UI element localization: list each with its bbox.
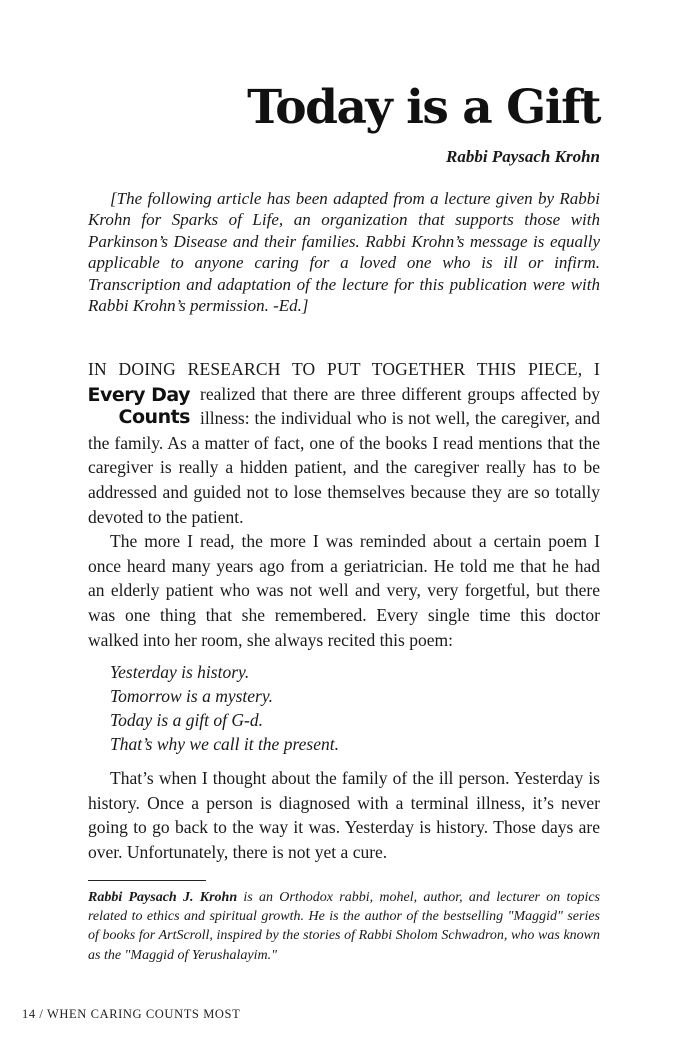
editor-note: [The following article has been adapted from a lecture given by Rabbi Krohn for Sparks of Life, an organization that supports those with Parkinson’s Disease and their families. Rabbi Krohn’s message is equally applicable to anyone caring for a loved one who is ill or infirm. Transcription and adaptation of the lecture for this publication were with Rabbi Krohn’s permission. -Ed.] (88, 189, 600, 316)
footnote-divider (88, 880, 206, 881)
page-number: 14 (22, 1007, 36, 1021)
author-bio (88, 888, 600, 965)
paragraph-3: That’s when I thought about the family of the ill person. Yesterday is history. Once a person is diagnosed with a terminal illness, it’s never going to go back to the way it was. Yesterday is history. Those days are over. Unfortunately, there is not yet a cure. (88, 768, 600, 862)
publication-name: WHEN CARING COUNTS MOST (47, 1007, 241, 1021)
bio-text: is an Orthodox rabbi, mohel, author, and lecturer on topics related to ethics and spiritual growth. He is the author of the bestselling "Maggid" series of books for ArtScroll, inspired by the stories of Rabbi Sholom Schwadron, who was known as the "Maggid of Yerushalayim." (88, 890, 600, 963)
article-title: Today is a Gift (247, 80, 600, 135)
section-heading (84, 384, 190, 428)
article-author: Rabbi Paysach Krohn (446, 147, 600, 166)
poem-line: Yesterday is history. (110, 662, 250, 683)
poem-line: Today is a gift of G-d. (110, 710, 263, 731)
section-heading-line-2: Counts (118, 405, 190, 428)
page (88, 0, 600, 1050)
poem-line: Tomorrow is a mystery. (110, 686, 274, 707)
bio-name: Rabbi Paysach J. Krohn (88, 890, 238, 905)
section-heading-line-1: Every Day (87, 383, 190, 406)
poem (110, 660, 600, 756)
paragraph-1 (88, 357, 600, 529)
footer-separator: / (35, 1007, 48, 1021)
article-body (88, 357, 600, 865)
lead-in: IN DOING RESEARCH TO PUT TOGETHER THIS PIECE, I (88, 359, 600, 379)
poem-line: That’s why we call it the present. (110, 734, 339, 755)
paragraph-2: The more I read, the more I was reminded about a certain poem I once heard many years ago from a geriatrician. He told me that he had an elderly patient who was not well and very, very forgetful, but there was one thing that she remembered. Every single time this doctor walked into her room, she always recited this poem: (88, 531, 600, 650)
paragraph-1-text: realized that there are three different groups affected by illness: the individual who is not well, the caregiver, and the family. As a matter of fact, one of the books I read mentions that the caregiver is really a hidden patient, and the caregiver really has to be addressed and guided not to lose themselves because they are so totally devoted to the patient. (88, 383, 600, 527)
page-footer (22, 1007, 240, 1022)
